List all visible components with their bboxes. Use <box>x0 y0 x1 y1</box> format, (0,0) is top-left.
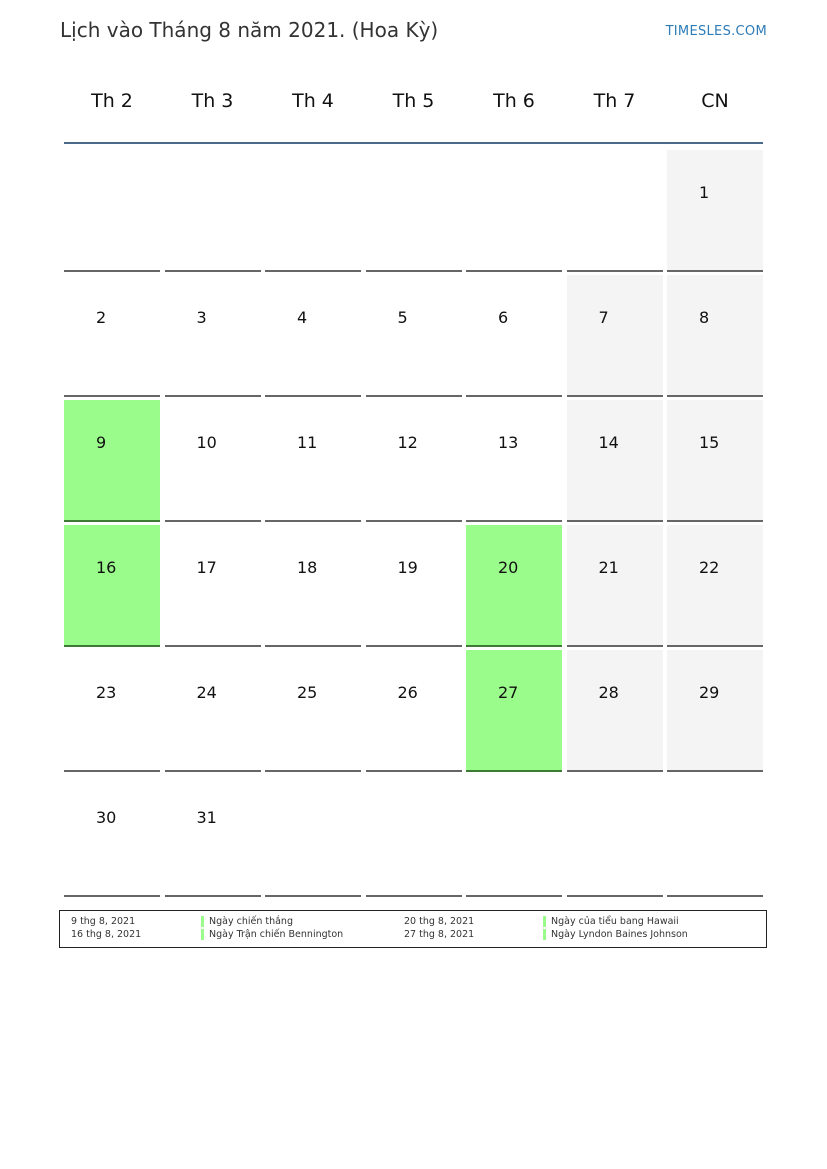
day-number: 6 <box>498 308 509 327</box>
cell-bottom-rule <box>366 395 462 397</box>
cell-bottom-rule <box>366 645 462 647</box>
day-number: 1 <box>699 183 710 202</box>
legend-holiday-name: Ngày chiến thắng <box>209 916 293 927</box>
holiday-color-swatch <box>201 929 204 940</box>
calendar-day[interactable] <box>265 525 361 645</box>
cell-bottom-rule <box>466 895 562 897</box>
calendar-day-holiday[interactable] <box>64 400 160 520</box>
day-number: 20 <box>498 558 519 577</box>
calendar-empty-cell <box>466 150 562 270</box>
calendar-day[interactable] <box>366 400 462 520</box>
calendar-empty-cell <box>667 775 763 895</box>
cell-bottom-rule <box>466 770 562 772</box>
calendar-empty-cell <box>165 150 261 270</box>
day-number: 11 <box>297 433 318 452</box>
cell-bottom-rule <box>265 270 361 272</box>
day-number: 25 <box>297 683 318 702</box>
cell-bottom-rule <box>265 770 361 772</box>
cell-bottom-rule <box>265 520 361 522</box>
day-number: 14 <box>598 433 619 452</box>
day-number: 17 <box>196 558 217 577</box>
day-number: 2 <box>96 308 107 327</box>
weekday-sun: CN <box>701 90 729 112</box>
calendar-day[interactable] <box>366 525 462 645</box>
calendar-day[interactable] <box>567 400 663 520</box>
legend-date: 9 thg 8, 2021 <box>71 916 136 927</box>
day-number: 29 <box>699 683 720 702</box>
calendar-day[interactable] <box>165 400 261 520</box>
cell-bottom-rule <box>265 395 361 397</box>
calendar-day[interactable] <box>366 275 462 395</box>
day-number: 12 <box>397 433 418 452</box>
calendar-day[interactable] <box>667 400 763 520</box>
cell-bottom-rule <box>667 520 763 522</box>
calendar-day[interactable] <box>667 150 763 270</box>
cell-bottom-rule <box>667 270 763 272</box>
cell-bottom-rule <box>466 395 562 397</box>
day-number: 10 <box>196 433 217 452</box>
weekday-wed: Th 4 <box>292 90 334 112</box>
weekday-fri: Th 6 <box>493 90 535 112</box>
day-number: 19 <box>397 558 418 577</box>
weekday-tue: Th 3 <box>191 90 234 112</box>
calendar-day[interactable] <box>567 650 663 770</box>
calendar-day[interactable] <box>366 650 462 770</box>
calendar-empty-cell <box>567 150 663 270</box>
day-number: 26 <box>397 683 418 702</box>
brand-logo-text[interactable]: TIMESLES.COM <box>665 24 767 39</box>
day-number: 16 <box>96 558 117 577</box>
day-number: 30 <box>96 808 117 827</box>
calendar-day[interactable] <box>667 650 763 770</box>
cell-bottom-rule <box>667 395 763 397</box>
calendar-empty-cell <box>366 775 462 895</box>
cell-bottom-rule <box>567 895 663 897</box>
calendar-day[interactable] <box>265 400 361 520</box>
day-number: 4 <box>297 308 308 327</box>
calendar-day[interactable] <box>466 400 562 520</box>
day-number: 8 <box>699 308 710 327</box>
calendar-day[interactable] <box>165 525 261 645</box>
cell-bottom-rule <box>64 520 160 522</box>
calendar-day[interactable] <box>165 650 261 770</box>
cell-bottom-rule <box>466 645 562 647</box>
cell-bottom-rule <box>667 770 763 772</box>
calendar-day[interactable] <box>466 275 562 395</box>
cell-bottom-rule <box>64 895 160 897</box>
cell-bottom-rule <box>165 895 261 897</box>
cell-bottom-rule <box>466 270 562 272</box>
cell-bottom-rule <box>64 395 160 397</box>
day-number: 5 <box>397 308 408 327</box>
cell-bottom-rule <box>366 270 462 272</box>
day-number: 9 <box>96 433 107 452</box>
cell-bottom-rule <box>64 770 160 772</box>
cell-bottom-rule <box>165 645 261 647</box>
calendar-day-holiday[interactable] <box>466 650 562 770</box>
day-number: 22 <box>699 558 720 577</box>
calendar-day[interactable] <box>667 525 763 645</box>
legend-holiday-name: Ngày Lyndon Baines Johnson <box>551 929 688 940</box>
cell-bottom-rule <box>265 895 361 897</box>
weekday-mon: Th 2 <box>91 90 133 112</box>
cell-bottom-rule <box>165 770 261 772</box>
cell-bottom-rule <box>366 520 462 522</box>
holiday-color-swatch <box>201 916 204 927</box>
calendar-day[interactable] <box>667 275 763 395</box>
legend-date: 20 thg 8, 2021 <box>404 916 475 927</box>
calendar-empty-cell <box>567 775 663 895</box>
cell-bottom-rule <box>667 645 763 647</box>
cell-bottom-rule <box>567 395 663 397</box>
page-title: Lịch vào Tháng 8 năm 2021. (Hoa Kỳ) <box>60 18 439 42</box>
holiday-legend <box>59 910 767 948</box>
calendar-day[interactable] <box>567 275 663 395</box>
calendar-day[interactable] <box>265 275 361 395</box>
calendar-day[interactable] <box>265 650 361 770</box>
day-number: 24 <box>196 683 217 702</box>
day-number: 15 <box>699 433 720 452</box>
calendar-day[interactable] <box>64 775 160 895</box>
day-number: 18 <box>297 558 318 577</box>
calendar-day-holiday[interactable] <box>466 525 562 645</box>
day-number: 13 <box>498 433 519 452</box>
cell-bottom-rule <box>567 645 663 647</box>
cell-bottom-rule <box>567 270 663 272</box>
cell-bottom-rule <box>366 895 462 897</box>
legend-holiday-name: Ngày của tiểu bang Hawaii <box>551 916 679 927</box>
weekday-sat: Th 7 <box>593 90 636 112</box>
cell-bottom-rule <box>165 395 261 397</box>
cell-bottom-rule <box>366 770 462 772</box>
day-number: 28 <box>598 683 619 702</box>
calendar-day[interactable] <box>165 775 261 895</box>
calendar-day[interactable] <box>567 525 663 645</box>
calendar-day[interactable] <box>64 650 160 770</box>
legend-date: 27 thg 8, 2021 <box>404 929 475 940</box>
cell-bottom-rule <box>265 645 361 647</box>
calendar-day[interactable] <box>64 275 160 395</box>
calendar-day[interactable] <box>165 275 261 395</box>
holiday-color-swatch <box>543 916 546 927</box>
cell-bottom-rule <box>165 520 261 522</box>
calendar-empty-cell <box>366 150 462 270</box>
cell-bottom-rule <box>567 520 663 522</box>
day-number: 31 <box>196 808 217 827</box>
cell-bottom-rule <box>64 645 160 647</box>
calendar-day-holiday[interactable] <box>64 525 160 645</box>
legend-holiday-name: Ngày Trận chiến Bennington <box>209 929 344 940</box>
day-number: 23 <box>96 683 117 702</box>
day-number: 27 <box>498 683 519 702</box>
calendar-empty-cell <box>64 150 160 270</box>
weekday-thu: Th 5 <box>392 90 435 112</box>
cell-bottom-rule <box>64 270 160 272</box>
legend-date: 16 thg 8, 2021 <box>71 929 142 940</box>
calendar-empty-cell <box>466 775 562 895</box>
cell-bottom-rule <box>567 770 663 772</box>
cell-bottom-rule <box>165 270 261 272</box>
day-number: 3 <box>196 308 207 327</box>
calendar-empty-cell <box>265 775 361 895</box>
holiday-color-swatch <box>543 929 546 940</box>
day-number: 7 <box>598 308 609 327</box>
calendar-empty-cell <box>265 150 361 270</box>
day-number: 21 <box>598 558 619 577</box>
cell-bottom-rule <box>667 895 763 897</box>
cell-bottom-rule <box>466 520 562 522</box>
